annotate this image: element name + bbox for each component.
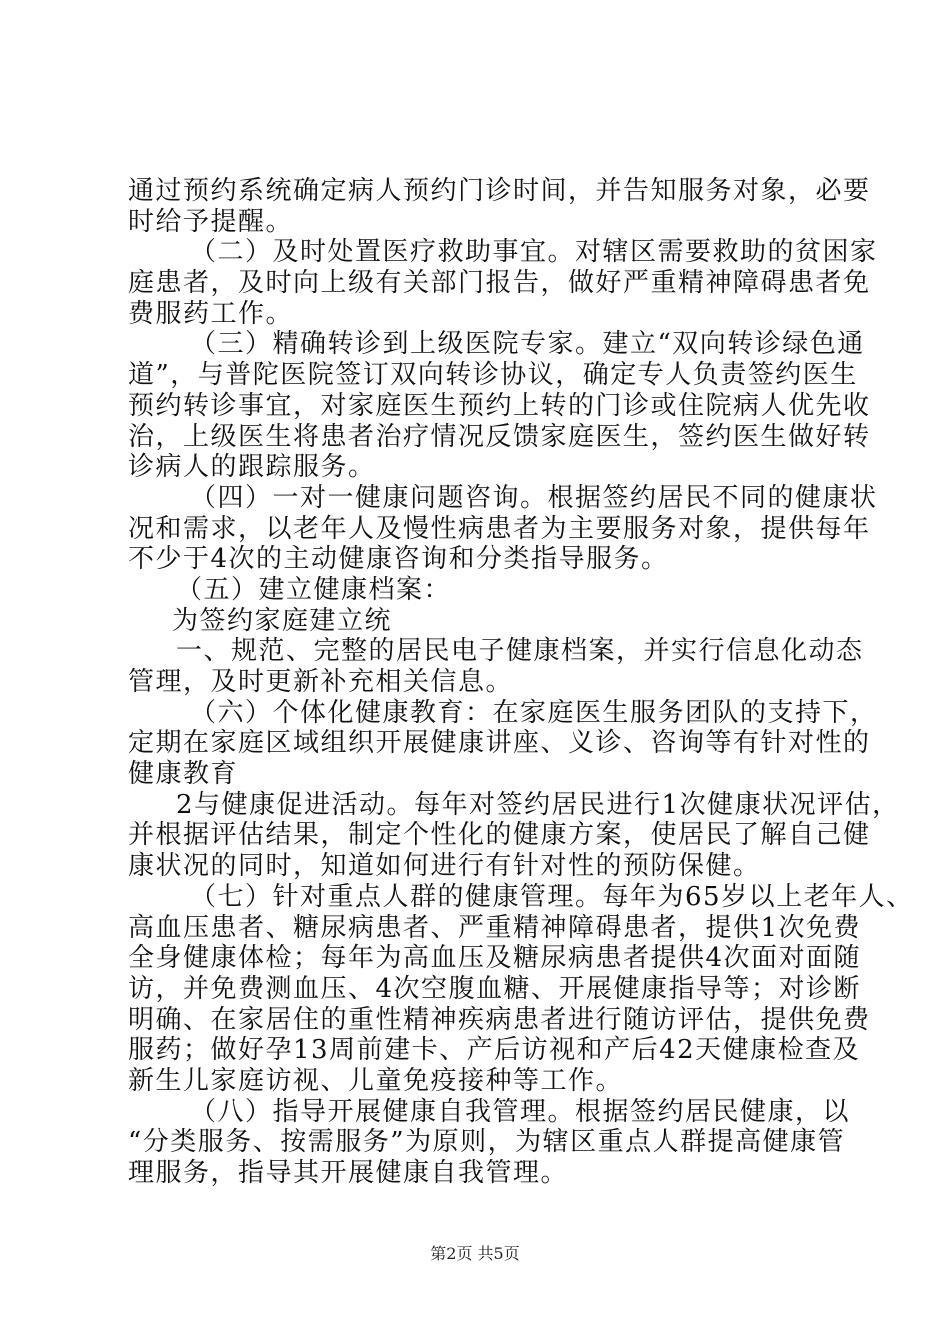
- text-line: 一、规范、完整的居民电子健康档案，并实行信息化动态: [176, 636, 864, 666]
- text-line: “分类服务、按需服务”为原则，为辖区重点人群提高健康管: [128, 1127, 846, 1157]
- text-line: 管理，及时更新补充相关信息。: [128, 667, 514, 697]
- text-line: 费服药工作。: [128, 299, 294, 329]
- text-line: （六）个体化健康教育：在家庭医生服务团队的支持下，: [190, 698, 878, 728]
- text-line: （八）指导开展健康自我管理。根据签约居民健康，以: [190, 1097, 851, 1127]
- text-line: 道”，与普陀医院签订双向转诊协议，确定专人负责签约医生: [128, 360, 858, 390]
- text-line: 康状况的同时，知道如何进行有针对性的预防保健。: [128, 851, 761, 881]
- text-line: 访，并免费测血压、4次空腹血糖、开展健康指导等；对诊断: [128, 974, 862, 1004]
- text-line: 为签约家庭建立统: [172, 606, 393, 636]
- text-line: 全身健康体检；每年为高血压及糖尿病患者提供4次面对面随: [128, 943, 862, 973]
- text-line: 时给予提醒。: [128, 207, 294, 237]
- text-line: 预约转诊事宜，对家庭医生预约上转的门诊或住院病人优先收: [128, 391, 871, 421]
- text-line: 理服务，指导其开展健康自我管理。: [128, 1158, 569, 1188]
- text-line: （七）针对重点人群的健康管理。每年为65岁以上老年人、: [190, 882, 914, 912]
- text-line: 新生儿家庭访视、儿童免疫接种等工作。: [128, 1066, 624, 1096]
- text-line: （二）及时处置医疗救助事宜。对辖区需要救助的贫困家: [190, 237, 878, 267]
- page-footer: 第2页 共5页: [430, 1244, 520, 1263]
- text-line: 庭患者，及时向上级有关部门报告，做好严重精神障碍患者免: [128, 268, 871, 298]
- text-line: 并根据评估结果，制定个性化的健康方案，使居民了解自己健: [128, 820, 871, 850]
- text-line: 不少于4次的主动健康咨询和分类指导服务。: [128, 544, 669, 574]
- text-line: 治，上级医生将患者治疗情况反馈家庭医生，签约医生做好转: [128, 422, 871, 452]
- text-line: 通过预约系统确定病人预约门诊时间，并告知服务对象，必要: [128, 176, 871, 206]
- text-line: 高血压患者、糖尿病患者、严重精神障碍患者，提供1次免费: [128, 913, 862, 943]
- text-line: 服药；做好孕13周前建卡、产后访视和产后42天健康检查及: [128, 1035, 861, 1065]
- text-line: 诊病人的跟踪服务。: [128, 452, 376, 482]
- text-line: 况和需求，以老年人及慢性病患者为主要服务对象，提供每年: [128, 514, 871, 544]
- text-line: （四）一对一健康问题咨询。根据签约居民不同的健康状: [190, 483, 878, 513]
- text-line: 明确、在家居住的重性精神疾病患者进行随访评估，提供免费: [128, 1005, 871, 1035]
- text-line: 2与健康促进活动。每年对签约居民进行1次健康状况评估，: [176, 790, 900, 820]
- text-line: 健康教育: [128, 759, 239, 789]
- text-line: （五）建立健康档案：: [176, 575, 452, 605]
- text-line: （三）精确转诊到上级医院专家。建立“双向转诊绿色通: [190, 329, 865, 359]
- text-line: 定期在家庭区域组织开展健康讲座、义诊、咨询等有针对性的: [128, 728, 871, 758]
